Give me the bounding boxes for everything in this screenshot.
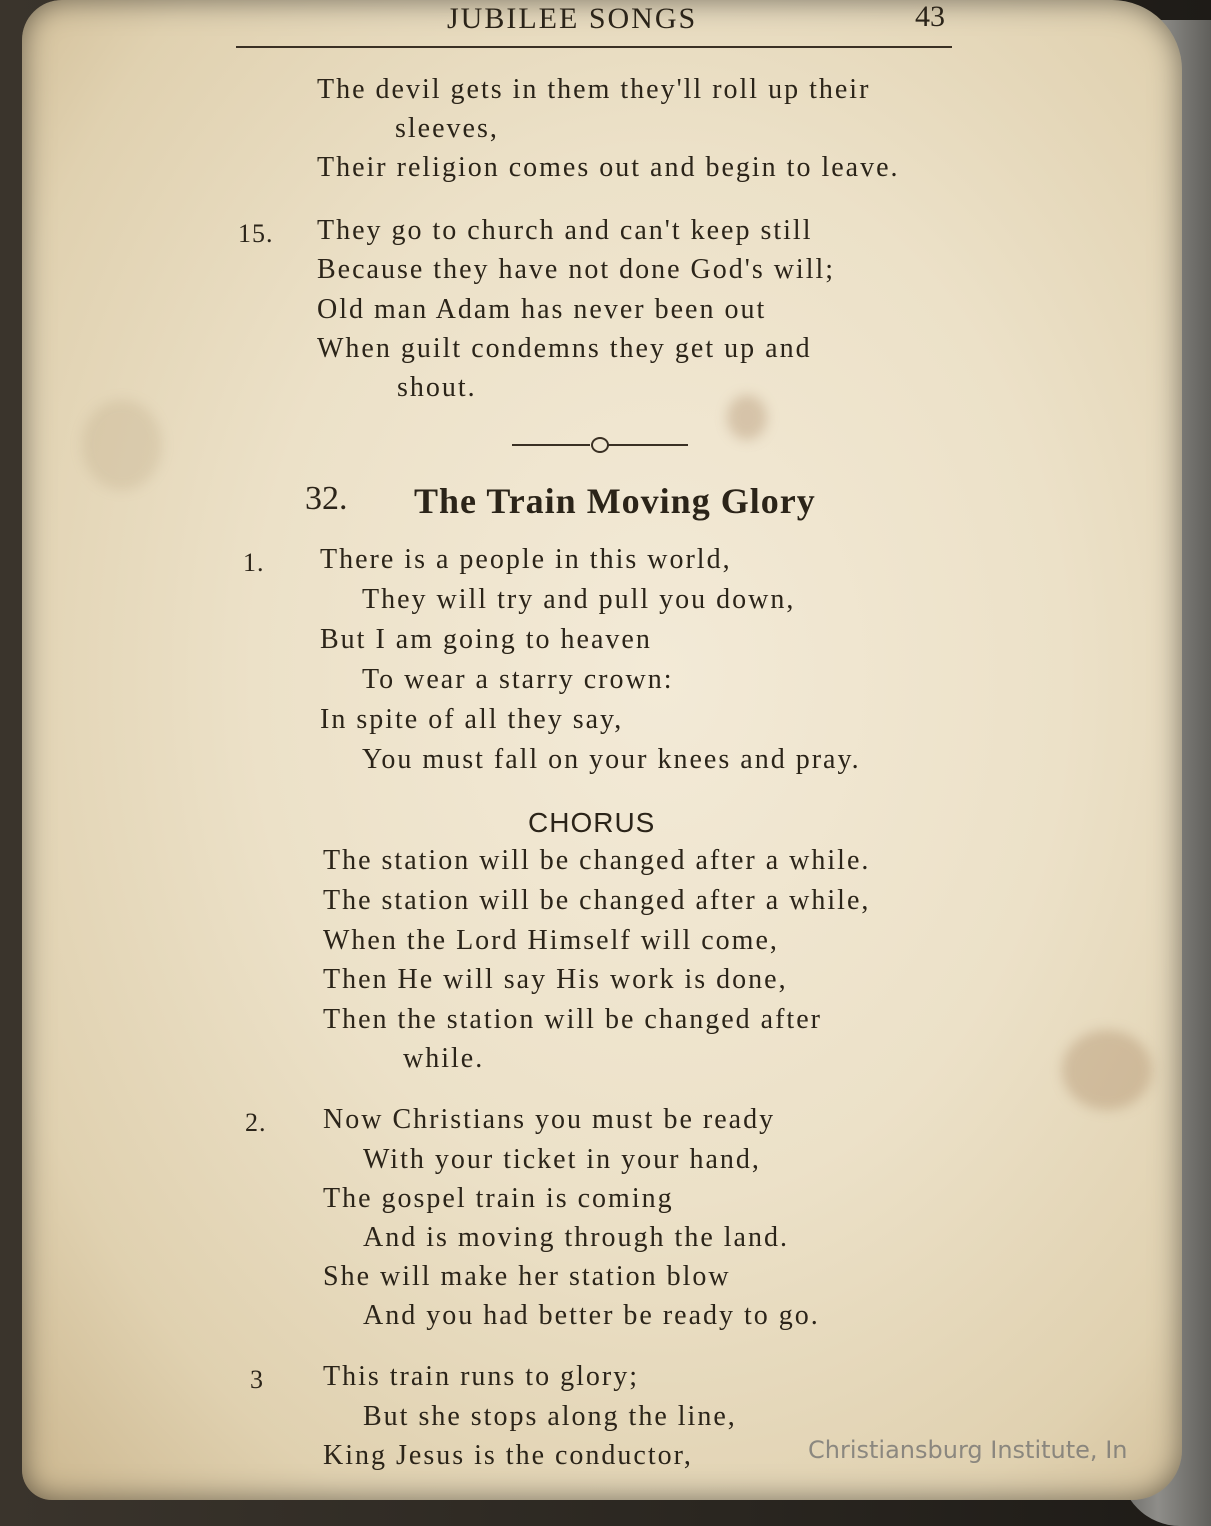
paper-stain	[82, 400, 162, 490]
verse-line: In spite of all they say,	[320, 704, 624, 735]
verse-line: And you had better be ready to go.	[363, 1300, 820, 1331]
verse-line: Old man Adam has never been out	[317, 294, 767, 325]
chorus-line: When the Lord Himself will come,	[323, 925, 779, 956]
paper-stain	[1062, 1030, 1152, 1110]
verse-line: And is moving through the land.	[363, 1222, 789, 1253]
verse-line: sleeves,	[395, 113, 499, 144]
verse-number: 1.	[243, 548, 265, 577]
section-divider	[512, 434, 688, 454]
running-header: JUBILEE SONGS	[447, 2, 698, 35]
verse-number: 3	[250, 1365, 264, 1394]
verse-line: King Jesus is the conductor,	[323, 1440, 693, 1471]
verse-number: 15.	[238, 219, 274, 248]
paper-stain	[727, 395, 767, 440]
verse-line: You must fall on your knees and pray.	[362, 744, 861, 775]
verse-line: They go to church and can't keep still	[317, 215, 813, 246]
verse-line: shout.	[397, 372, 477, 403]
verse-line: The gospel train is coming	[323, 1183, 674, 1214]
verse-number: 2.	[245, 1108, 267, 1137]
page-number: 43	[915, 0, 945, 33]
verse-line: They will try and pull you down,	[362, 584, 796, 615]
song-number: 32.	[305, 480, 348, 517]
verse-line: When guilt condemns they get up and	[317, 333, 812, 364]
verse-line: This train runs to glory;	[323, 1361, 639, 1392]
verse-line: With your ticket in your hand,	[363, 1144, 761, 1175]
chorus-line: The station will be changed after a while.	[323, 845, 871, 876]
chorus-line: Then He will say His work is done,	[323, 964, 788, 995]
verse-line: Because they have not done God's will;	[317, 254, 836, 285]
chorus-line: Then the station will be changed after	[323, 1004, 822, 1035]
header-rule	[236, 46, 952, 48]
verse-line: There is a people in this world,	[320, 544, 732, 575]
chorus-line: while.	[403, 1043, 485, 1074]
verse-line: She will make her station blow	[323, 1261, 731, 1292]
verse-line: The devil gets in them they'll roll up their	[317, 74, 871, 105]
song-title: The Train Moving Glory	[414, 481, 816, 521]
verse-line: But she stops along the line,	[363, 1401, 737, 1432]
verse-line: To wear a starry crown:	[362, 664, 674, 695]
chorus-heading: CHORUS	[528, 807, 656, 838]
verse-line: But I am going to heaven	[320, 624, 652, 655]
chorus-line: The station will be changed after a while,	[323, 885, 871, 916]
watermark: Christiansburg Institute, In	[808, 1436, 1128, 1464]
verse-line: Their religion comes out and begin to leave.	[317, 152, 900, 183]
verse-line: Now Christians you must be ready	[323, 1104, 776, 1135]
